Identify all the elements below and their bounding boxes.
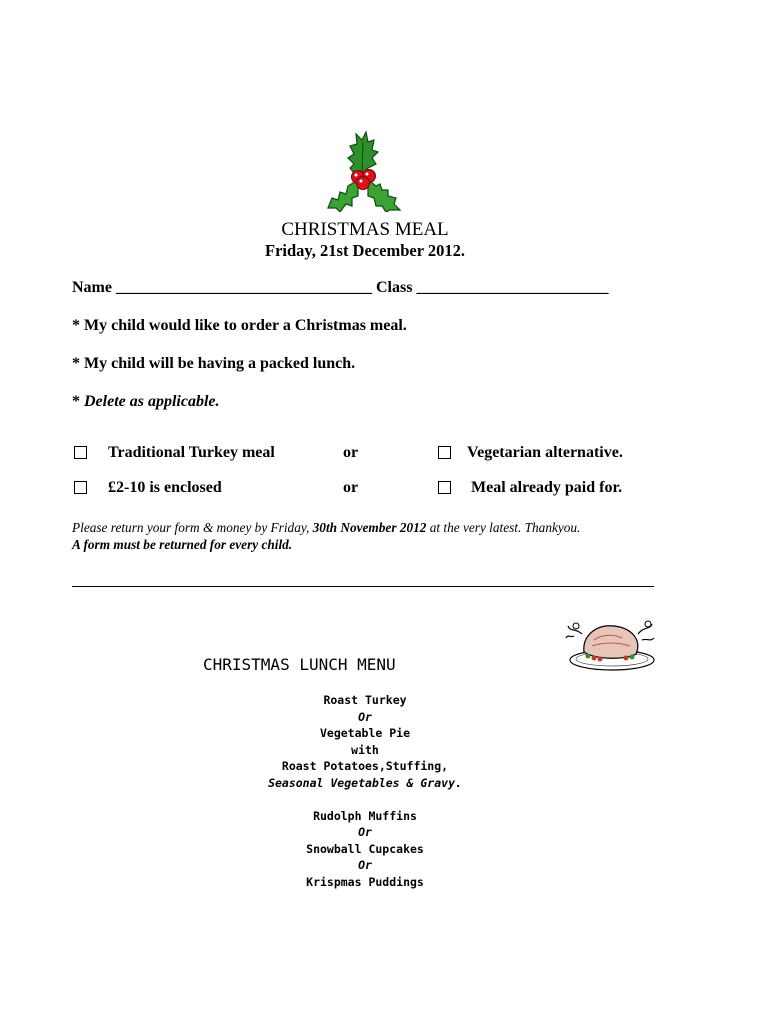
packed-lunch-statement[interactable]: * My child will be having a packed lunch. bbox=[72, 355, 356, 372]
checkbox-vegetarian[interactable] bbox=[438, 446, 451, 459]
menu-list bbox=[240, 692, 490, 890]
delete-text: Delete as applicable. bbox=[84, 393, 220, 410]
roast-turkey-icon bbox=[564, 612, 656, 674]
menu-item: Snowball Cupcakes bbox=[306, 841, 424, 856]
name-label: Name bbox=[72, 279, 112, 296]
menu-item: Roast Potatoes,Stuffing, bbox=[281, 759, 449, 773]
event-date: Friday, 21st December 2012. bbox=[265, 241, 465, 260]
return-note-end: at the very latest. Thankyou. bbox=[426, 520, 581, 535]
order-meal-statement[interactable]: * My child would like to order a Christmas meal. bbox=[72, 317, 407, 334]
menu-item: with bbox=[351, 742, 379, 757]
menu-item: Krispmas Puddings bbox=[306, 874, 424, 889]
delete-instruction bbox=[72, 393, 220, 411]
return-note bbox=[72, 520, 580, 536]
option-enclosed-label: £2-10 is enclosed bbox=[108, 479, 222, 496]
option-vegetarian-label: Vegetarian alternative. bbox=[467, 444, 623, 461]
option-paid-label: Meal already paid for. bbox=[471, 479, 623, 496]
return-note-start: Please return your form & money by Friday, bbox=[72, 520, 313, 535]
delete-star: * bbox=[72, 393, 80, 410]
option-or-label: or bbox=[343, 479, 359, 496]
cut-divider bbox=[72, 586, 654, 587]
option-or-label: or bbox=[343, 444, 359, 461]
menu-item: Or bbox=[358, 858, 372, 872]
menu-item: Or bbox=[358, 825, 372, 839]
menu-item: Roast Turkey bbox=[323, 693, 407, 707]
menu-title: CHRISTMAS LUNCH MENU bbox=[203, 655, 396, 674]
checkbox-turkey[interactable] bbox=[74, 446, 87, 459]
every-child-note: A form must be returned for every child. bbox=[72, 537, 293, 552]
checkbox-enclosed[interactable] bbox=[74, 481, 87, 494]
holly-icon bbox=[322, 128, 404, 212]
name-field[interactable]: ________________________________ bbox=[115, 279, 372, 296]
page-title: CHRISTMAS MEAL bbox=[281, 219, 449, 240]
return-deadline: 30th November 2012 bbox=[312, 520, 427, 535]
class-field[interactable]: ________________________ bbox=[416, 279, 609, 296]
menu-item: Vegetable Pie bbox=[319, 726, 410, 740]
menu-item: Seasonal Vegetables & Gravy. bbox=[268, 775, 462, 790]
class-label: Class bbox=[375, 279, 413, 296]
menu-item: Rudolph Muffins bbox=[313, 808, 417, 823]
checkbox-paid[interactable] bbox=[438, 481, 451, 494]
menu-spacer bbox=[240, 791, 490, 808]
option-turkey-label: Traditional Turkey meal bbox=[108, 444, 275, 461]
menu-item: Or bbox=[358, 709, 372, 724]
name-class-line bbox=[72, 279, 608, 297]
